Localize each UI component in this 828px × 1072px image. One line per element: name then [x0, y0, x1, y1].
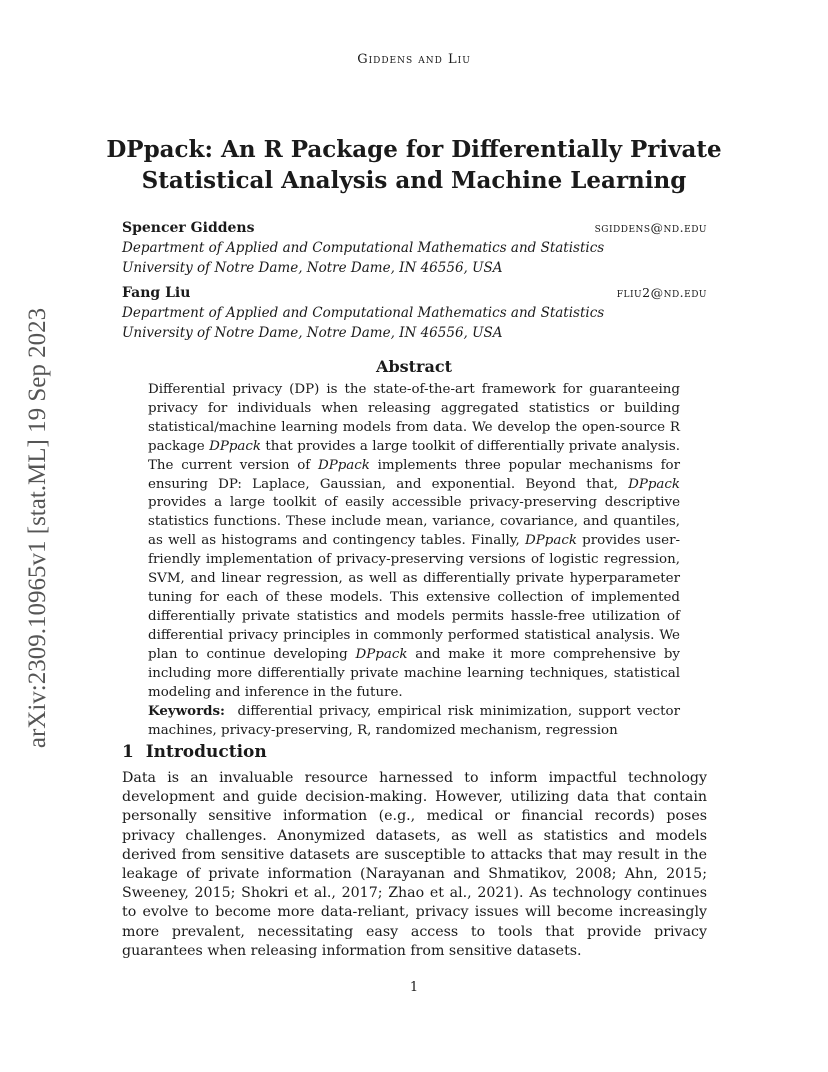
- author-affiliation: Department of Applied and Computational Mathematics and Statistics: [122, 240, 605, 256]
- author-email[interactable]: fliu2@nd.edu: [616, 285, 707, 300]
- section-number: 1: [122, 742, 134, 762]
- abstract-text: Differential privacy (DP) is the state-of-the-art framework for guaranteeing privacy for individuals when releasing aggregated statistics or building statistical/machine learning models from data. We develop the open-source R package: [148, 382, 680, 454]
- author-email[interactable]: sgiddens@nd.edu: [594, 220, 707, 235]
- package-name: DPpack: [628, 476, 680, 492]
- section-title: Introduction: [145, 742, 267, 762]
- arxiv-stamp[interactable]: arXiv:2309.10965v1 [stat.ML] 19 Sep 2023: [24, 307, 51, 749]
- section-heading: [122, 742, 267, 762]
- author-name: Spencer Giddens: [122, 220, 255, 236]
- package-name: DPpack: [525, 533, 577, 549]
- running-head: Giddens and Liu: [357, 52, 471, 67]
- abstract-text: and make it more comprehensive by including more differentially private machine learning techniques, statistical modeling and inference in the future.: [148, 646, 680, 700]
- abstract-text: implements three popular mechanisms for ensuring DP: Laplace, Gaussian, and exponential. Beyond that,: [148, 457, 680, 492]
- author-address: University of Notre Dame, Notre Dame, IN 46556, USA: [122, 260, 503, 276]
- package-name: DPpack: [209, 438, 261, 454]
- abstract-text: provides a large toolkit of easily accessible privacy-preserving descriptive statistics functions. These include mean, variance, covariance, and quantiles, as well as histograms and contingency tables. Finally,: [148, 495, 680, 549]
- keywords: differential privacy, empirical risk minimization, support vector machines, privacy-preserving, R, randomized mechanism, regression: [148, 704, 680, 739]
- package-name: DPpack: [317, 457, 370, 473]
- abstract-body: [148, 381, 680, 741]
- abstract-text: that provides a large toolkit of differentially private analysis. The current version of: [148, 438, 681, 473]
- page-number: 1: [409, 980, 419, 995]
- author-address: University of Notre Dame, Notre Dame, IN 46556, USA: [122, 325, 503, 341]
- abstract-text: provides user-friendly implementation of privacy-preserving versions of logistic regression, SVM, and linear regression, as well as differentially private hyperparameter tuning for each of these models. This extensive collection of implemented differentially private statistics and models permits hassle-free utilization of differential privacy principles in commonly performed statistical analysis. We plan to continue developing: [148, 533, 680, 662]
- paper-title: DPpack: An R Package for Differentially Private Statistical Analysis and Machine Learning: [106, 136, 722, 194]
- author-block-1: [122, 218, 707, 278]
- abstract-heading: Abstract: [376, 357, 452, 376]
- author-block-2: [122, 283, 707, 343]
- author-name: Fang Liu: [122, 285, 191, 301]
- keywords-label: Keywords:: [148, 703, 226, 720]
- package-name: DPpack: [355, 646, 408, 662]
- author-affiliation: Department of Applied and Computational Mathematics and Statistics: [122, 305, 605, 321]
- intro-paragraph: Data is an invaluable resource harnessed to inform impactful technology development and guide decision-making. However, utilizing data that contain personally sensitive information (e.g., medical or financial records) poses privacy challenges. Anonymized datasets, as well as statistics and models derived from sensitive datasets are susceptible to attacks that may result in the leakage of private information (Narayanan and Shmatikov, 2008; Ahn, 2015; Sweeney, 2015; Shokri et al., 2017; Zhao et al., 2021). As technology continues to evolve to become more data-reliant, privacy issues will become increasingly more prevalent, necessitating easy access to tools that provide privacy guarantees when releasing information from sensitive datasets.: [122, 770, 707, 959]
